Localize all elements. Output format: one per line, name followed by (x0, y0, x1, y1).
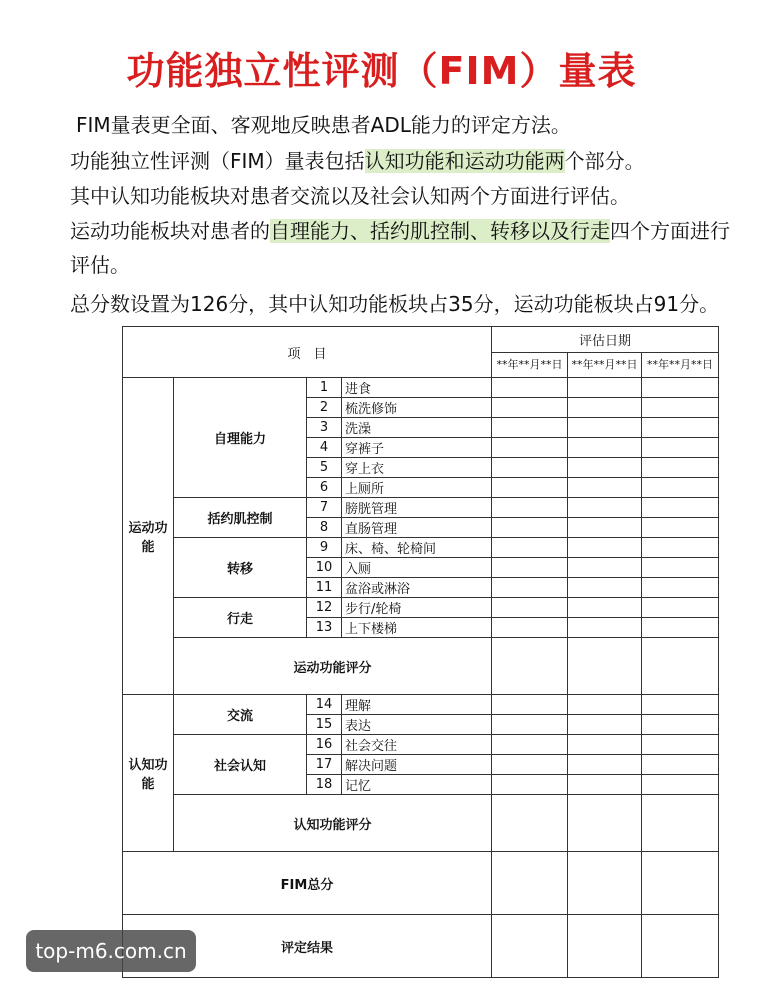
item-name: 进食 (342, 378, 492, 398)
score-cell[interactable] (568, 518, 642, 538)
score-cell[interactable] (642, 478, 719, 498)
item-no: 14 (307, 695, 342, 715)
table-row (123, 538, 719, 558)
score-cell[interactable] (642, 558, 719, 578)
header-item: 项 目 (123, 327, 492, 378)
sub-transfer: 转移 (174, 538, 307, 598)
item-no: 3 (307, 418, 342, 438)
table-row (123, 498, 719, 518)
score-cell[interactable] (568, 715, 642, 735)
fim-total-label: FIM总分 (123, 852, 492, 915)
score-cell[interactable] (642, 915, 719, 978)
item-no: 11 (307, 578, 342, 598)
table-row (123, 695, 719, 715)
score-cell[interactable] (568, 852, 642, 915)
score-cell[interactable] (568, 638, 642, 695)
section-cognitive: 认知功能 (123, 695, 174, 852)
item-no: 8 (307, 518, 342, 538)
item-name: 洗澡 (342, 418, 492, 438)
score-cell[interactable] (492, 755, 568, 775)
score-cell[interactable] (642, 418, 719, 438)
item-no: 2 (307, 398, 342, 418)
header-row (123, 327, 719, 353)
item-name: 表达 (342, 715, 492, 735)
item-name: 记忆 (342, 775, 492, 795)
watermark: top-m6.com.cn (26, 930, 196, 972)
score-cell[interactable] (642, 775, 719, 795)
item-no: 17 (307, 755, 342, 775)
score-cell[interactable] (568, 795, 642, 852)
sub-walk: 行走 (174, 598, 307, 638)
item-no: 7 (307, 498, 342, 518)
item-name: 理解 (342, 695, 492, 715)
score-cell[interactable] (642, 378, 719, 398)
score-cell[interactable] (492, 852, 568, 915)
item-no: 6 (307, 478, 342, 498)
fim-total-row (123, 852, 719, 915)
item-name: 解决问题 (342, 755, 492, 775)
score-cell[interactable] (568, 478, 642, 498)
score-cell[interactable] (642, 398, 719, 418)
score-cell[interactable] (492, 735, 568, 755)
item-no: 12 (307, 598, 342, 618)
table-row (123, 598, 719, 618)
score-cell[interactable] (568, 735, 642, 755)
score-cell[interactable] (568, 498, 642, 518)
score-cell[interactable] (568, 438, 642, 458)
score-cell[interactable] (492, 518, 568, 538)
intro-line-3 (70, 179, 740, 213)
date-col-2: **年**月**日 (568, 352, 642, 378)
table-row (123, 378, 719, 398)
sub-communication: 交流 (174, 695, 307, 735)
item-no: 10 (307, 558, 342, 578)
item-no: 1 (307, 378, 342, 398)
score-cell[interactable] (492, 578, 568, 598)
score-cell[interactable] (492, 795, 568, 852)
item-no: 16 (307, 735, 342, 755)
score-cell[interactable] (642, 795, 719, 852)
item-no: 13 (307, 618, 342, 638)
score-cell[interactable] (642, 518, 719, 538)
item-no: 9 (307, 538, 342, 558)
score-cell[interactable] (568, 378, 642, 398)
intro-line-5 (70, 287, 740, 321)
sub-sphincter: 括约肌控制 (174, 498, 307, 538)
score-cell[interactable] (492, 598, 568, 618)
score-cell[interactable] (642, 598, 719, 618)
score-cell[interactable] (642, 578, 719, 598)
score-cell[interactable] (492, 695, 568, 715)
score-cell[interactable] (568, 578, 642, 598)
fim-table (122, 326, 719, 978)
intro-line-2 (70, 144, 740, 178)
intro-text-4a: 运动功能板块对患者的 (70, 219, 270, 243)
score-cell[interactable] (642, 755, 719, 775)
score-cell[interactable] (492, 618, 568, 638)
score-cell[interactable] (492, 398, 568, 418)
item-no: 18 (307, 775, 342, 795)
sub-social: 社会认知 (174, 735, 307, 795)
item-name: 膀胱管理 (342, 498, 492, 518)
sub-selfcare: 自理能力 (174, 378, 307, 498)
page-title: 功能独立性评测（FIM）量表 (126, 49, 637, 93)
item-name: 上下楼梯 (342, 618, 492, 638)
table-row (123, 735, 719, 755)
score-cell[interactable] (568, 598, 642, 618)
score-cell[interactable] (492, 775, 568, 795)
score-cell[interactable] (568, 695, 642, 715)
intro-line-1 (70, 108, 740, 142)
intro-text-2a: 功能独立性评测（FIM）量表包括 (70, 149, 365, 173)
score-cell[interactable] (568, 755, 642, 775)
score-cell[interactable] (492, 498, 568, 518)
item-no: 4 (307, 438, 342, 458)
score-cell[interactable] (642, 638, 719, 695)
intro-line-4 (70, 214, 740, 282)
item-name: 上厕所 (342, 478, 492, 498)
score-cell[interactable] (642, 438, 719, 458)
score-cell[interactable] (642, 852, 719, 915)
score-cell[interactable] (642, 735, 719, 755)
score-cell[interactable] (642, 695, 719, 715)
date-col-3: **年**月**日 (642, 352, 719, 378)
item-no: 15 (307, 715, 342, 735)
score-cell[interactable] (492, 538, 568, 558)
intro-text-1: FIM量表更全面、客观地反映患者ADL能力的评定方法。 (76, 113, 571, 137)
motor-score-row (123, 638, 719, 695)
item-name: 直肠管理 (342, 518, 492, 538)
item-name: 穿上衣 (342, 458, 492, 478)
item-name: 床、椅、轮椅间 (342, 538, 492, 558)
score-cell[interactable] (568, 458, 642, 478)
score-cell[interactable] (642, 458, 719, 478)
cognitive-score-label: 认知功能评分 (174, 795, 492, 852)
score-cell[interactable] (492, 378, 568, 398)
item-name: 梳洗修饰 (342, 398, 492, 418)
intro-highlight-2: 自理能力、括约肌控制、转移以及行走 (270, 219, 610, 243)
score-cell[interactable] (568, 538, 642, 558)
motor-score-label: 运动功能评分 (174, 638, 492, 695)
score-cell[interactable] (492, 418, 568, 438)
score-cell[interactable] (492, 715, 568, 735)
score-cell[interactable] (492, 438, 568, 458)
score-cell[interactable] (642, 715, 719, 735)
score-cell[interactable] (492, 915, 568, 978)
intro-highlight-1: 认知功能和运动功能两 (364, 149, 565, 173)
intro-text-5: 总分数设置为126分，其中认知功能板块占35分，运动功能板块占91分。 (70, 292, 720, 316)
score-cell[interactable] (568, 418, 642, 438)
intro-text-3: 其中认知功能板块对患者交流以及社会认知两个方面进行评估。 (70, 184, 630, 208)
score-cell[interactable] (492, 478, 568, 498)
result-label: 评定结果 (123, 915, 492, 978)
score-cell[interactable] (568, 618, 642, 638)
intro-text-4b: 四个方面进行评估。 (70, 219, 730, 277)
score-cell[interactable] (568, 398, 642, 418)
score-cell[interactable] (492, 458, 568, 478)
cognitive-score-row (123, 795, 719, 852)
header-date: 评估日期 (492, 327, 719, 353)
score-cell[interactable] (642, 538, 719, 558)
item-name: 盆浴或淋浴 (342, 578, 492, 598)
score-cell[interactable] (492, 558, 568, 578)
result-row (123, 915, 719, 978)
score-cell[interactable] (642, 618, 719, 638)
date-col-1: **年**月**日 (492, 352, 568, 378)
score-cell[interactable] (642, 498, 719, 518)
intro-text-2b: 个部分。 (564, 149, 645, 173)
score-cell[interactable] (568, 915, 642, 978)
score-cell[interactable] (568, 775, 642, 795)
section-motor: 运动功能 (123, 378, 174, 695)
item-no: 5 (307, 458, 342, 478)
item-name: 步行/轮椅 (342, 598, 492, 618)
item-name: 穿裤子 (342, 438, 492, 458)
score-cell[interactable] (492, 638, 568, 695)
item-name: 社会交往 (342, 735, 492, 755)
item-name: 入厕 (342, 558, 492, 578)
score-cell[interactable] (568, 558, 642, 578)
